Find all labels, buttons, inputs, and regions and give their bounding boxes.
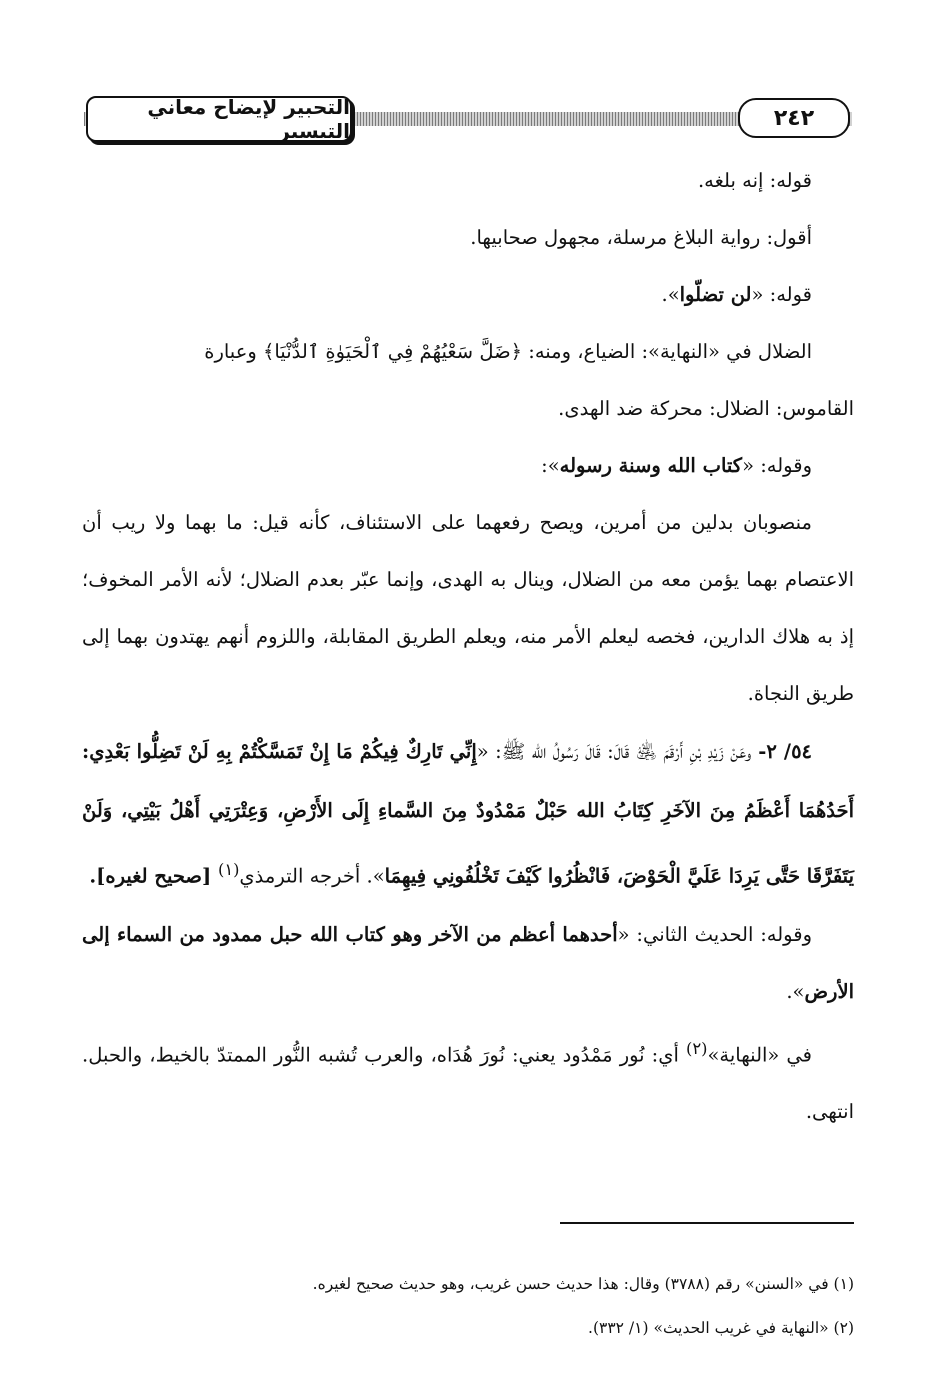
footnote-1: (١) في «السنن» رقم (٣٧٨٨) وقال: هذا حديث حسن غريب، وهو حديث صحيح لغيره. [312,1275,854,1293]
footnote-ref-2[interactable]: (٢) [686,1038,708,1058]
p5-quote: كتاب الله وسنة رسوله [559,454,743,477]
p3-suffix: ». [661,283,680,306]
main-text [82,152,854,1140]
hadith-text: إِنِّي تَارِكٌ فِيكُمْ مَا إِنْ تَمَسَّكْتُمْ بِهِ لَنْ تَضِلُّوا بَعْدِي: أَحَدُهُمَا أَعْظَمُ مِنَ الآخَرِ كِتَابُ الله حَبْلٌ مَمْدُودٌ مِنَ السَّماءِ إِلَى الأَرْضِ، وَعِتْرَتِي أَهْلُ بَيْتِي، وَلَنْ يَتَفَرَّقَا حَتَّى يَرِدَا عَلَيَّ الْحَوْضَ، فَانْظُرُوا كَيْفَ تَخْلُفُونِي فِيهِمَا [82,740,854,888]
p9-prefix: في «النهاية» [707,1043,812,1066]
hadith-intro: وعَنْ زَيْدِ بْنِ أَرْقَمَ ﵁ قَالَ: قَالَ رَسُولُ الله ﷺ: « [476,740,752,763]
paragraph-8 [82,906,854,1020]
hadith-grade: [صحيح لغيره]. [89,864,218,888]
p5-prefix: وقوله: « [742,454,812,477]
p3-quote: لن تضلّوا [679,283,752,306]
footnotes [82,1262,854,1350]
hadith-paragraph [82,722,854,906]
p8-suffix: ». [786,979,805,1003]
footnote-2: (٢) «النهاية في غريب الحديث» (١/ ٣٣٢). [588,1319,854,1337]
footnote-separator [560,1222,854,1224]
p8-prefix: وقوله: الحديث الثاني: « [617,922,812,946]
paragraph-1: قوله: إنه بلغه. [697,169,812,192]
paragraph-3 [82,266,854,323]
page-number: ٢٤٢ [738,98,850,138]
paragraph-4b: القاموس: الضلال: محركة ضد الهدى. [558,397,854,420]
hadith-close: ». أخرجه الترمذي [239,864,385,888]
hadith-number: ٥٤/ ٢- [758,740,813,763]
paragraph-9 [82,1020,854,1141]
book-title: التحبير لإيضاح معاني التيسير [86,96,352,142]
paragraph-4a: الضلال في «النهاية»: الضياع، ومنه: ﴿ضَلَّ سَعْيُهُمْ فِي ٱلْحَيَوٰةِ ٱلدُّنْيَا﴾ وعبارة [204,340,812,363]
p5-suffix: »: [541,454,560,477]
p8-quote: أحدهما أعظم من الآخر وهو كتاب الله حبل ممدود من السماء إلى الأرض [82,922,854,1003]
footnote-ref-1[interactable]: (١) [218,860,240,879]
paragraph-6: منصوبان بدلين من أمرين، ويصح رفعهما على الاستئناف، كأنه قيل: ما بهما ولا ريب أن الاعتصام بهما يؤمن معه من الضلال، وينال به الهدى، وإنما عبّر بعدم الضلال؛ لأنه الأمر المخوف؛ إذ به هلاك الدارين، فخصه ليعلم الأمر منه، ويعلم الطريق المقابلة، واللزوم أنهم يهتدون بهما إلى طريق النجاة. [82,511,854,705]
page-header [84,94,852,146]
p3-prefix: قوله: « [751,283,812,306]
paragraph-2: أقول: رواية البلاغ مرسلة، مجهول صحابيها. [470,226,812,249]
p9-text: أي: نُور مَمْدُود يعني: نُورَ هُدَاه، والعرب تُشبه النُّور الممتدّ بالخيط، والحبل. انتهى. [82,1043,854,1123]
paragraph-5 [82,437,854,494]
